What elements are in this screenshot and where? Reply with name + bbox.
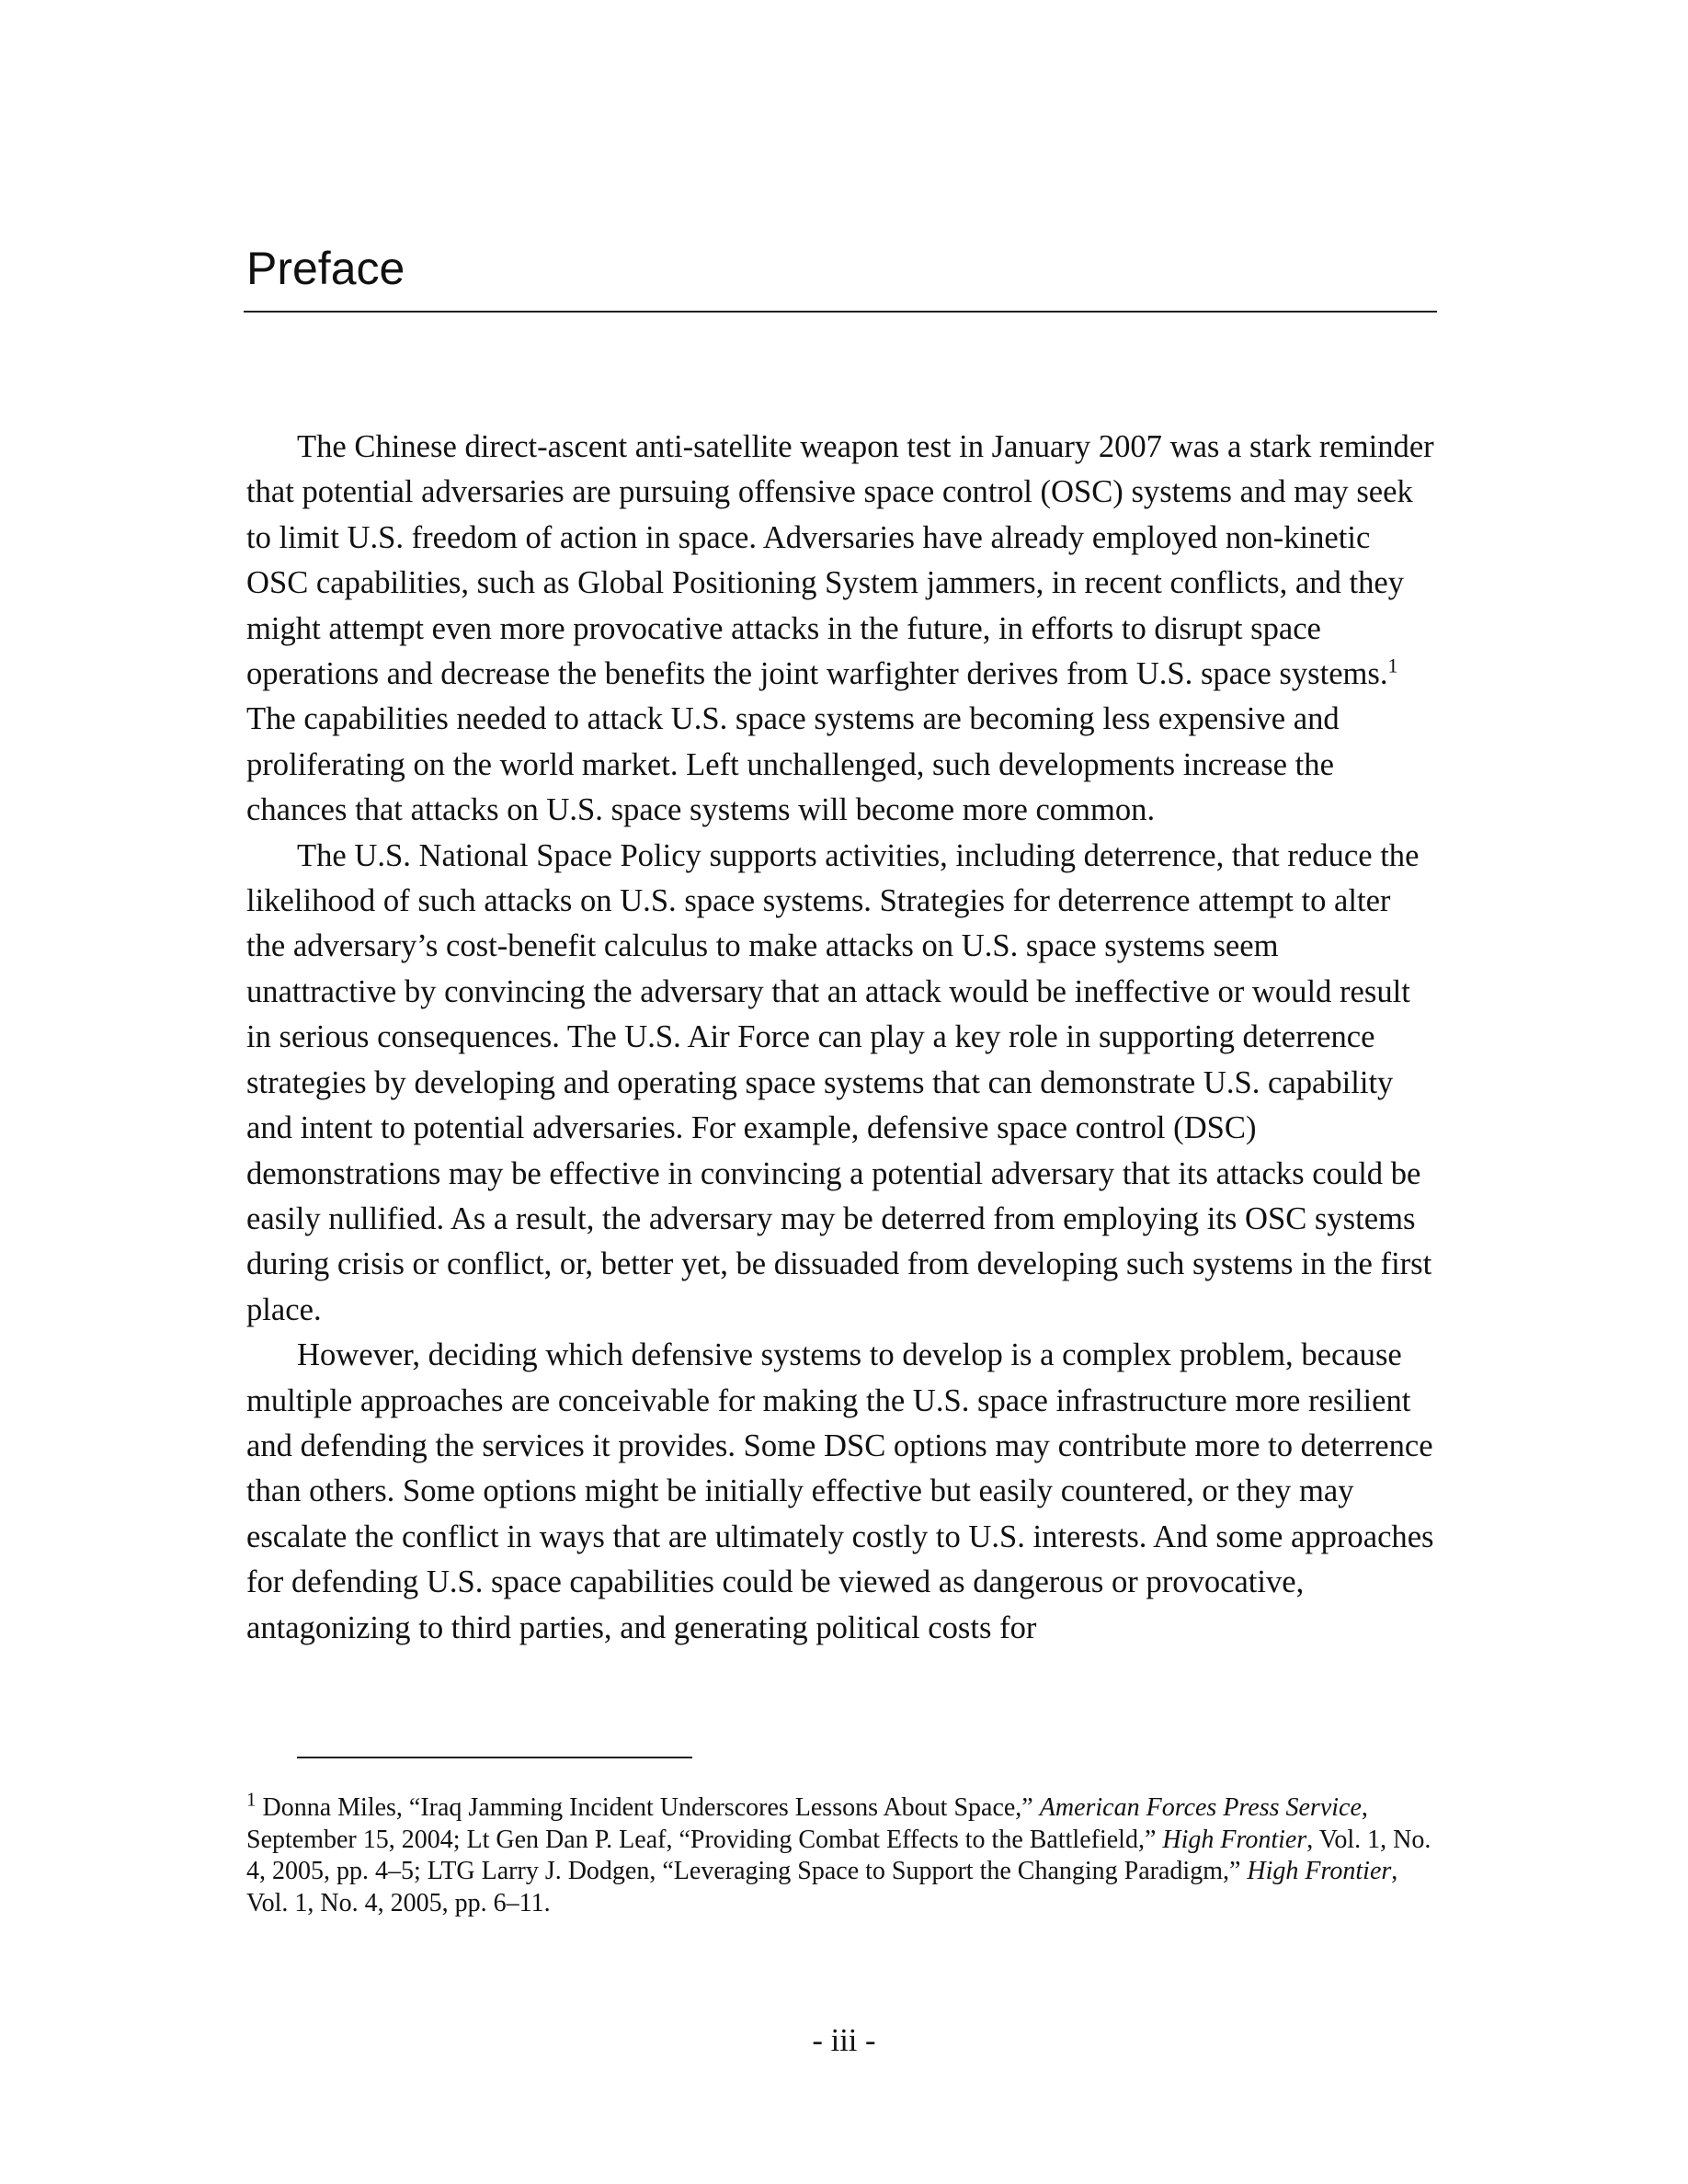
footnote-source-title: American Forces Press Service — [1039, 1793, 1362, 1822]
footnote — [246, 1788, 1434, 1919]
footnote-divider — [297, 1757, 692, 1758]
heading-divider — [244, 311, 1437, 313]
footnote-reference: 1 — [1387, 654, 1398, 677]
page-title: Preface — [246, 243, 405, 294]
footnote-text: , Vol. 1, No. 4, 2005, pp. 6–11. — [246, 1857, 1398, 1917]
page-number: - iii - — [812, 2023, 876, 2058]
footnote-text: , September 15, 2004; Lt Gen Dan P. Leaf, “Providing Combat Effects to the Battlefield,” — [246, 1793, 1368, 1854]
footnote-source-title: High Frontier — [1162, 1825, 1307, 1854]
footnote-source-title: High Frontier — [1247, 1857, 1392, 1886]
paragraph-2: The U.S. National Space Policy supports activities, including deterrence, that reduce the likelihood of such attacks on U.S. space systems. Strategies for deterrence attempt to alter the adversary’s cost-benefit calculus to make attacks on U.S. space systems seem unattractive by convincing the adversary that an attack would be ineffective or would result in serious consequences. The U.S. Air Force can play a key role in supporting deterrence strategies by developing and operating space systems that can demonstrate U.S. capability and intent to potential adversaries. For example, defensive space control (DSC) demonstrations may be effective in convincing a potential adversary that its attacks could be easily nullified. As a result, the adversary may be deterred from employing its OSC systems during crisis or conflict, or, better yet, be dissuaded from developing such systems in the first place. — [246, 837, 1432, 1327]
paragraph-1 — [246, 425, 1434, 834]
footnote-text: , Vol. 1, No. 4, 2005, pp. 4–5; LTG Larry J. Dodgen, “Leveraging Space to Support the Changing Paradigm,” — [246, 1825, 1431, 1886]
footnote-number: 1 — [246, 1788, 257, 1811]
paragraph-1-text-b: The capabilities needed to attack U.S. space systems are becoming less expensive and proliferating on the world market. Left unchallenged, such developments increase the chances that attacks on U.S. space systems will become more common. — [246, 701, 1340, 828]
paragraph-1-text-a: The Chinese direct-ascent anti-satellite weapon test in January 2007 was a stark reminder that potential adversaries are pursuing offensive space control (OSC) systems and may seek to limit U.S. freedom of action in space. Adversaries have already employed non-kinetic OSC capabilities, such as Global Positioning System jammers, in recent conflicts, and they might attempt even more provocative attacks in the future, in efforts to disrupt space operations and decrease the benefits the joint warfighter derives from U.S. space systems. — [246, 429, 1434, 692]
paragraph-3: However, deciding which defensive systems to develop is a complex problem, because multiple approaches are conceivable for making the U.S. space infrastructure more resilient and defending the services it provides. Some DSC options may contribute more to deterrence than others. Some options might be initially effective but easily countered, or they may escalate the conflict in ways that are ultimately costly to U.S. interests. And some approaches for defending U.S. space capabilities could be viewed as dangerous or provocative, antagonizing to third parties, and generating political costs for — [246, 1337, 1434, 1645]
footnote-text: Donna Miles, “Iraq Jamming Incident Underscores Lessons About Space,” — [256, 1793, 1040, 1822]
body-text — [246, 425, 1434, 1651]
